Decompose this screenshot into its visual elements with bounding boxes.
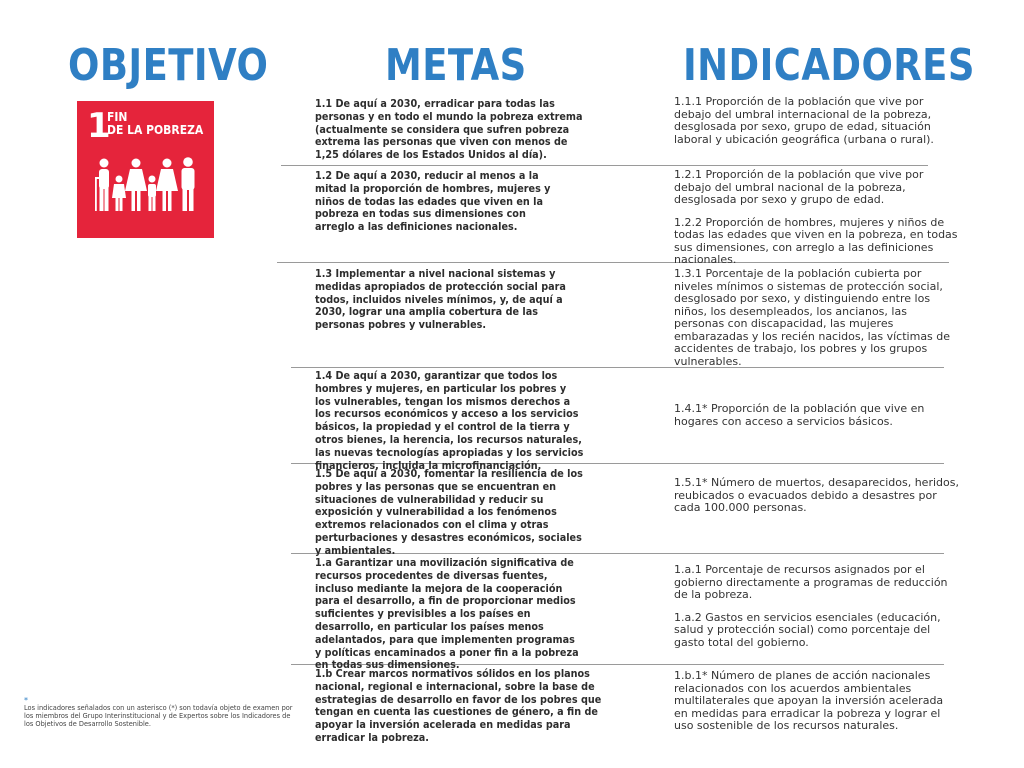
sdg-title-line2: DE LA POBREZA bbox=[107, 123, 204, 137]
sdg-title-line1: FIN bbox=[107, 110, 128, 124]
footnote bbox=[24, 698, 294, 729]
indicators-1-a bbox=[674, 564, 959, 659]
indicators-1-1 bbox=[674, 96, 959, 156]
sdg-number: 1 bbox=[87, 106, 111, 146]
meta-1-b: 1.b Crear marcos normativos sólidos en los planos nacional, regional e internacional, sobre la base de estrategias de desarrollo en favor de los pobres que tengan en cuenta las cuestiones de género, a fin de apoyar la inversión acelerada en medidas para erradicar la pobreza. bbox=[315, 668, 602, 744]
indicator-1-2-2: 1.2.2 Proporción de hombres, mujeres y niños de todas las edades que viven en la pobreza, en todas sus dimensiones, con arreglo a las definiciones nacionales. bbox=[674, 215, 958, 266]
indicadores-heading: INDICADORES bbox=[683, 40, 975, 91]
indicator-1-2-1: 1.2.1 Proporción de la población que vive por debajo del umbral nacional de la pobreza, desglosada por sexo y grupo de edad. bbox=[674, 168, 924, 206]
sdg-1-tile bbox=[77, 101, 214, 238]
indicator-1-5-1: 1.5.1* Número de muertos, desaparecidos, heridos, reubicados o evacuados debido a desastres por cada 100.000 personas. bbox=[674, 476, 959, 514]
indicators-1-4 bbox=[674, 403, 959, 438]
meta-1-4: 1.4 De aquí a 2030, garantizar que todos los hombres y mujeres, en particular los pobres y los vulnerables, tengan los mismos derechos a los recursos económicos y acceso a los servicios básicos, la propiedad y el control de la tierra y otros bienes, la herencia, los recursos naturales, las nuevas tecnologías apropiadas y los servicios financieros, incluida la microfinanciación. bbox=[315, 370, 584, 472]
meta-1-1: 1.1 De aquí a 2030, erradicar para todas las personas y en todo el mundo la pobreza extrema (actualmente se considera que sufren pobreza extrema las personas que viven con menos de 1,25 dólares de los Estados Unidos al día). bbox=[315, 98, 583, 162]
meta-1-5: 1.5 De aquí a 2030, fomentar la resiliencia de los pobres y las personas que se encuentran en situaciones de vulnerabilidad y reducir su exposición y vulnerabilidad a los fenómenos extremos relacionados con el clima y otras perturbaciones y desastres económicos, sociales y ambientales. bbox=[315, 468, 583, 557]
indicators-1-b bbox=[674, 670, 959, 743]
family-icon bbox=[94, 157, 198, 215]
metas-heading: METAS bbox=[385, 40, 527, 91]
footnote-text: Los indicadores señalados con un asterisco (*) son todavía objeto de examen por los miembros del Grupo Interinstitucional y de Expertos sobre los Indicadores de los Objetivos de Desarrollo Sostenible. bbox=[24, 704, 293, 729]
meta-1-3: 1.3 Implementar a nivel nacional sistemas y medidas apropiados de protección social para todos, incluidos niveles mínimos, y, de aquí a 2030, lograr una amplia cobertura de las personas pobres y vulnerables. bbox=[315, 268, 566, 332]
objetivo-heading: OBJETIVO bbox=[68, 40, 269, 91]
indicator-1-1-1: 1.1.1 Proporción de la población que vive por debajo del umbral internacional de la pobreza, desglosada por sexo, grupo de edad, situación laboral y ubicación geográfica (urbana o rural). bbox=[674, 95, 934, 146]
indicator-1-3-1: 1.3.1 Porcentaje de la población cubierta por niveles mínimos o sistemas de protección social, desglosado por sexo, y distinguiendo entre los niños, los desempleados, los ancianos, las personas con discapacidad, las mujeres embarazadas y los recién nacidos, las víctimas de accidentes de trabajo, los pobres y los grupos vulnerables. bbox=[674, 267, 951, 368]
indicator-1-b-1: 1.b.1* Número de planes de acción nacionales relacionados con los acuerdos ambientales multilaterales que apoyan la inversión acelerada en medidas para erradicar la pobreza y lograr el uso sostenible de los recursos naturales. bbox=[674, 669, 944, 732]
indicators-1-5 bbox=[674, 477, 959, 525]
indicators-1-3 bbox=[674, 268, 959, 378]
meta-1-a: 1.a Garantizar una movilización significativa de recursos procedentes de diversas fuentes, incluso mediante la mejora de la cooperación para el desarrollo, a fin de proporcionar medios suficientes y previsibles a los países en desarrollo, en particular los países menos adelantados, para que implementen programas y políticas encaminados a poner fin a la pobreza en todas sus dimensiones. bbox=[315, 557, 579, 672]
footnote-marker: * bbox=[24, 696, 28, 705]
indicator-1-4-1: 1.4.1* Proporción de la población que vive en hogares con acceso a servicios básicos. bbox=[674, 402, 925, 428]
indicator-1-a-2: 1.a.2 Gastos en servicios esenciales (educación, salud y protección social) como porcentaje del gasto total del gobierno. bbox=[674, 610, 941, 649]
indicators-1-2 bbox=[674, 169, 959, 277]
row-divider bbox=[281, 165, 928, 166]
meta-1-2: 1.2 De aquí a 2030, reducir al menos a la mitad la proporción de hombres, mujeres y niños de todas las edades que viven en la pobreza en todas sus dimensiones con arreglo a las definiciones nacionales. bbox=[315, 170, 551, 234]
indicator-1-a-1: 1.a.1 Porcentaje de recursos asignados por el gobierno directamente a programas de reducción de la pobreza. bbox=[674, 563, 948, 601]
sdg-title bbox=[107, 111, 203, 137]
